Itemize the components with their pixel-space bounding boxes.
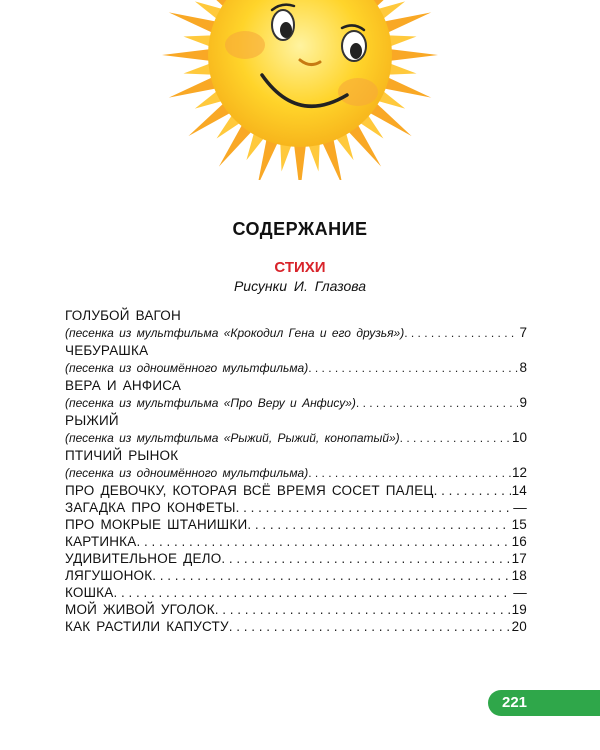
toc-leader-dots	[434, 483, 511, 498]
toc-title-text: КАК РАСТИЛИ КАПУСТУ	[65, 619, 229, 634]
toc-page-number: 20	[511, 619, 527, 634]
toc-entry	[65, 517, 527, 534]
toc-title-text: КАРТИНКА	[65, 534, 137, 549]
toc-leader-dots	[136, 534, 510, 549]
smiling-sun-icon	[150, 0, 450, 180]
toc-leader-dots	[229, 619, 511, 634]
toc-subtitle-text: (песенка из мультфильма «Про Веру и Анфису»)	[65, 396, 356, 410]
sun-ray	[382, 76, 432, 97]
toc-page-number: 8	[519, 360, 527, 375]
illustrations-credit: Рисунки И. Глазова	[233, 278, 367, 294]
toc-entry	[65, 551, 527, 568]
sun-ray	[162, 49, 212, 61]
toc-title-text: ПРО ДЕВОЧКУ, КОТОРАЯ ВСЁ ВРЕМЯ СОСЕТ ПАЛЕЦ	[65, 483, 434, 498]
toc-entry	[65, 378, 527, 395]
toc-leader-dots	[215, 602, 511, 617]
sun-ray	[388, 49, 438, 61]
toc-title-text: ПТИЧИЙ РЫНОК	[65, 448, 179, 463]
toc-page-number: 10	[511, 430, 527, 445]
sun-ray	[169, 12, 219, 33]
toc-leader-dots	[400, 431, 511, 445]
contents-heading: СОДЕРЖАНИЕ	[232, 219, 368, 239]
page-number: 221	[502, 694, 528, 711]
toc-leader-dots	[247, 517, 510, 532]
toc-page-number: 18	[511, 568, 527, 583]
toc-page-number: 9	[519, 395, 527, 410]
toc-title-text: РЫЖИЙ	[65, 413, 119, 428]
table-of-contents	[65, 308, 527, 636]
toc-entry-subtitle	[65, 325, 527, 343]
toc-page-number: 19	[511, 602, 527, 617]
toc-page-number: —	[513, 500, 527, 515]
toc-subtitle-text: (песенка из мультфильма «Рыжий, Рыжий, конопатый»)	[65, 431, 400, 445]
toc-subtitle-text: (песенка из одноимённого мультфильма)	[65, 466, 309, 480]
toc-page-number: 14	[511, 483, 527, 498]
toc-title-text: ЛЯГУШОНОК	[65, 568, 153, 583]
toc-page-number: 12	[511, 465, 527, 480]
toc-entry	[65, 413, 527, 430]
sun-ray	[169, 76, 219, 97]
page-number-badge	[488, 690, 600, 716]
toc-subtitle-text: (песенка из мультфильма «Крокодил Гена и его друзья»)	[65, 326, 405, 340]
toc-title-text: КОШКА	[65, 585, 114, 600]
toc-entry	[65, 308, 527, 325]
toc-page-number: —	[513, 585, 527, 600]
toc-leader-dots	[356, 396, 519, 410]
toc-entry-subtitle	[65, 360, 527, 378]
section-title: СТИХИ	[274, 259, 326, 276]
toc-title-text: ПРО МОКРЫЕ ШТАНИШКИ	[65, 517, 248, 532]
toc-entry-subtitle	[65, 430, 527, 448]
toc-entry	[65, 568, 527, 585]
toc-entry	[65, 602, 527, 619]
toc-leader-dots	[236, 500, 513, 515]
toc-leader-dots	[221, 551, 510, 566]
toc-entry	[65, 500, 527, 517]
toc-entry	[65, 619, 527, 636]
toc-leader-dots	[113, 585, 512, 600]
toc-subtitle-text: (песенка из одноимённого мультфильма)	[65, 361, 309, 375]
toc-entry-subtitle	[65, 465, 527, 483]
toc-leader-dots	[404, 326, 518, 340]
toc-entry	[65, 483, 527, 500]
toc-page-number: 17	[511, 551, 527, 566]
toc-entry	[65, 534, 527, 551]
toc-title-text: МОЙ ЖИВОЙ УГОЛОК	[65, 602, 215, 617]
toc-title-text: ВЕРА И АНФИСА	[65, 378, 182, 393]
toc-page-number: 7	[519, 325, 527, 340]
sun-ray	[294, 143, 306, 180]
toc-title-text: ЧЕБУРАШКА	[65, 343, 149, 358]
sun-ray	[382, 12, 432, 33]
toc-page-number: 16	[511, 534, 527, 549]
toc-leader-dots	[308, 466, 511, 480]
toc-leader-dots	[308, 361, 518, 375]
toc-leader-dots	[152, 568, 510, 583]
toc-title-text: ГОЛУБОЙ ВАГОН	[65, 308, 181, 323]
toc-entry	[65, 343, 527, 360]
toc-entry	[65, 585, 527, 602]
toc-page-number: 15	[511, 517, 527, 532]
toc-entry-subtitle	[65, 395, 527, 413]
toc-title-text: ЗАГАДКА ПРО КОНФЕТЫ	[65, 500, 236, 515]
toc-entry	[65, 448, 527, 465]
toc-title-text: УДИВИТЕЛЬНОЕ ДЕЛО	[65, 551, 222, 566]
